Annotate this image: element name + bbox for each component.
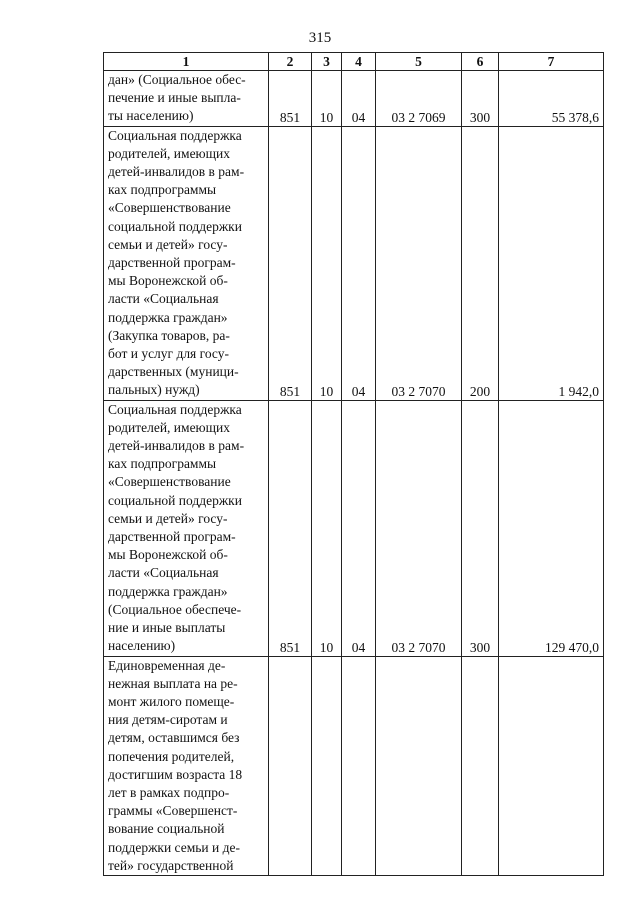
target-article-code: 03 2 7070	[376, 400, 462, 656]
column-header: 5	[376, 53, 462, 71]
column-header: 6	[462, 53, 499, 71]
expense-type-code: 300	[462, 71, 499, 127]
table-row	[104, 71, 604, 127]
page-number: 315	[308, 30, 332, 46]
subsection-code: 04	[342, 71, 376, 127]
table-row	[104, 400, 604, 656]
expense-type-code	[462, 656, 499, 875]
ministry-code: 851	[269, 71, 312, 127]
column-header: 2	[269, 53, 312, 71]
table-row	[104, 126, 604, 400]
row-description: Социальная поддержка родителей, имеющих детей-инвалидов в рам- ках подпрограммы «Совершенствование социальной поддержки семьи и детей» госу- дарственной програм- мы Воронежской об- ласти «Социальная поддержка граждан» (Социальное обеспече- ние и иные выплаты населению)	[104, 400, 269, 656]
budget-table	[103, 52, 604, 876]
subsection-code	[342, 656, 376, 875]
column-header: 1	[104, 53, 269, 71]
subsection-code: 04	[342, 126, 376, 400]
column-header: 3	[312, 53, 342, 71]
table-header-row	[104, 53, 604, 71]
section-code	[312, 656, 342, 875]
target-article-code: 03 2 7070	[376, 126, 462, 400]
amount: 55 378,6	[499, 71, 604, 127]
amount	[499, 656, 604, 875]
section-code: 10	[312, 126, 342, 400]
amount: 129 470,0	[499, 400, 604, 656]
row-description: Социальная поддержка родителей, имеющих детей-инвалидов в рам- ках подпрограммы «Совершенствование социальной поддержки семьи и детей» госу- дарственной програм- мы Воронежской об- ласти «Социальная поддержка граждан» (Закупка товаров, ра- бот и услуг для госу- дарственных (муници- пальных) нужд)	[104, 126, 269, 400]
expense-type-code: 200	[462, 126, 499, 400]
row-description: дан» (Социальное обес- печение и иные выпла- ты населению)	[104, 71, 269, 127]
ministry-code: 851	[269, 400, 312, 656]
target-article-code: 03 2 7069	[376, 71, 462, 127]
section-code: 10	[312, 400, 342, 656]
subsection-code: 04	[342, 400, 376, 656]
ministry-code: 851	[269, 126, 312, 400]
column-header: 4	[342, 53, 376, 71]
row-description: Единовременная де- нежная выплата на ре- монт жилого помеще- ния детям-сиротам и детям, оставшимся без попечения родителей, достигшим возраста 18 лет в рамках подпро- граммы «Совершенст- вование социальной поддержки семьи и де- тей» государственной	[104, 656, 269, 875]
amount: 1 942,0	[499, 126, 604, 400]
ministry-code	[269, 656, 312, 875]
section-code: 10	[312, 71, 342, 127]
column-header: 7	[499, 53, 604, 71]
table-row	[104, 656, 604, 875]
target-article-code	[376, 656, 462, 875]
expense-type-code: 300	[462, 400, 499, 656]
